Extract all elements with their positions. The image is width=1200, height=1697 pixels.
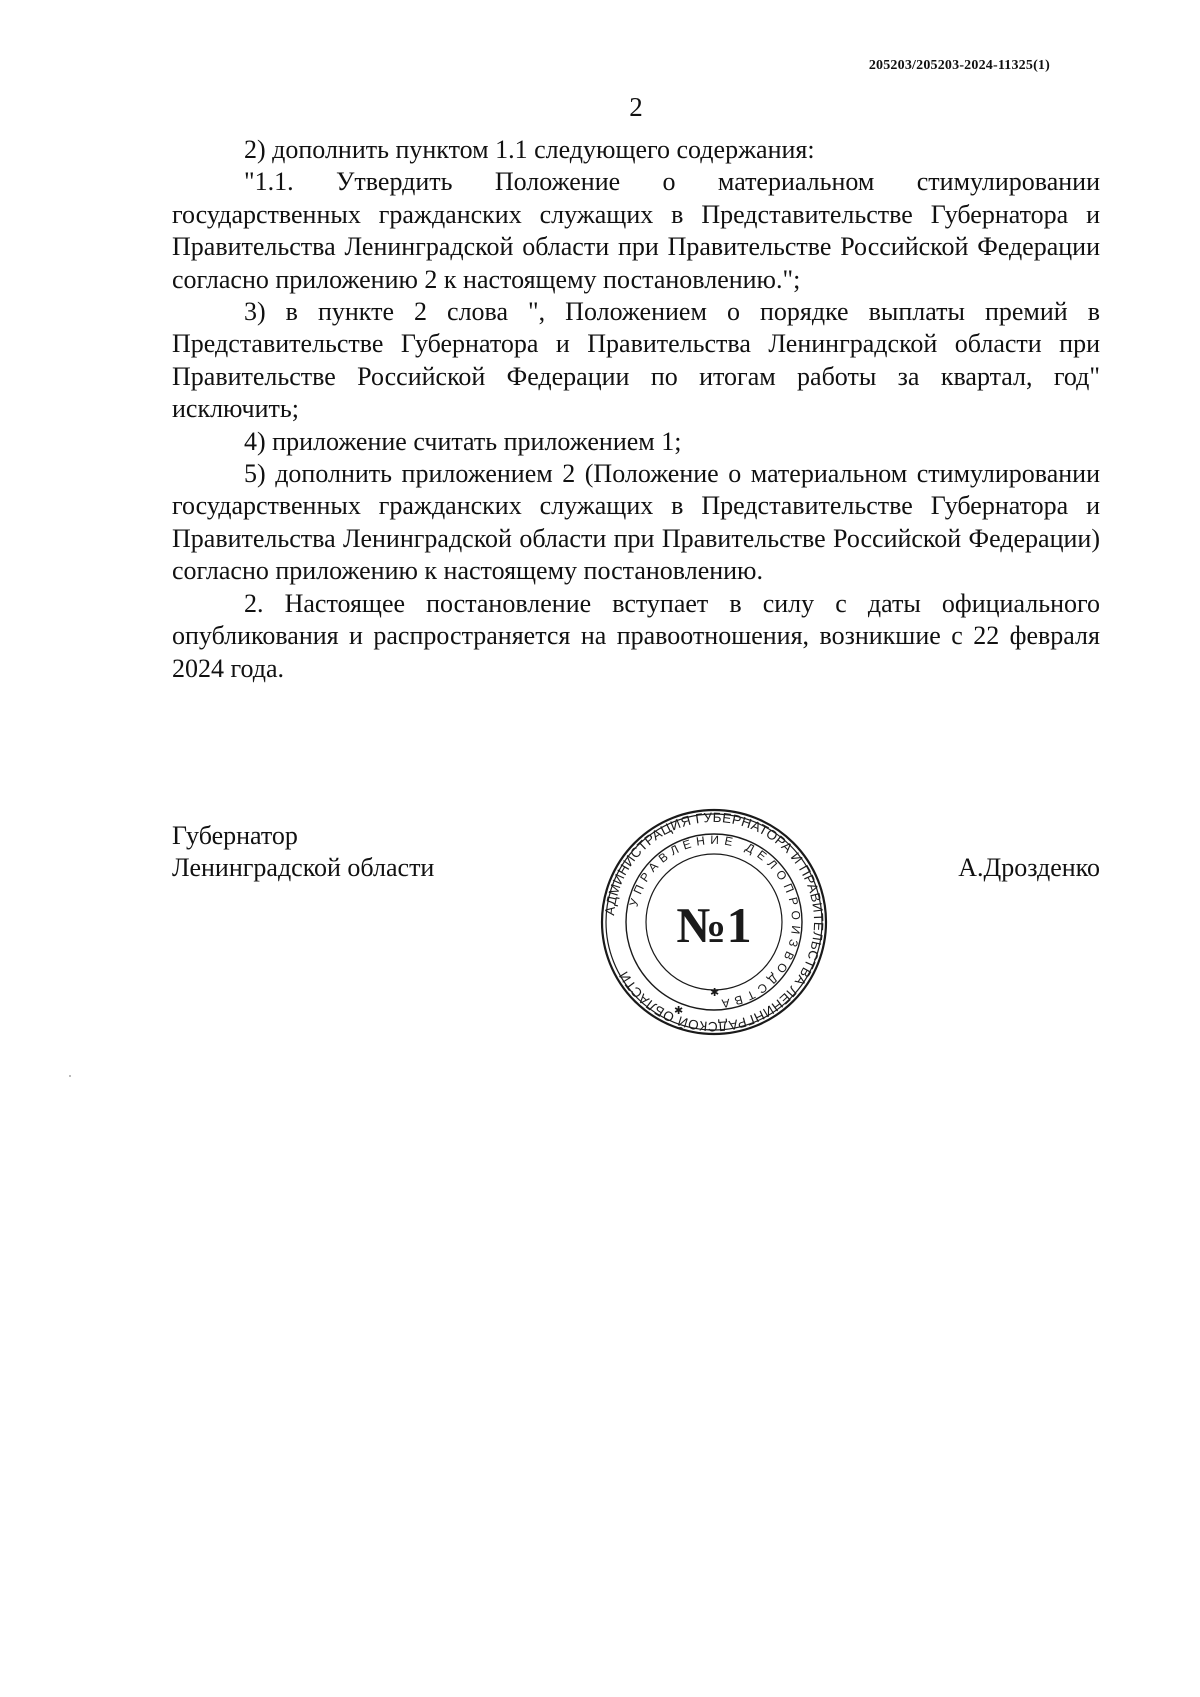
paragraph-item-2-intro: 2) дополнить пунктом 1.1 следующего содержания:	[244, 135, 815, 164]
paragraph-item-5: 5) дополнить приложением 2 (Положение о материальном стимулировании государственных гражданских служащих в Представительстве Губернатора и Правительства Ленинградской области при Правительстве Российской Федерации) согласно приложению к настоящему постановлению.	[172, 459, 1100, 586]
document-body	[172, 134, 1100, 685]
official-seal	[598, 806, 830, 1038]
paragraph-item-3: 3) в пункте 2 слова ", Положением о порядке выплаты премий в Представительстве Губернатора и Правительства Ленинградской области при Правительстве Российской Федерации по итогам работы за квартал, год" исключить;	[172, 297, 1100, 424]
paragraph-item-4: 4) приложение считать приложением 1;	[244, 426, 682, 456]
seal-center-number: №1	[676, 897, 752, 953]
paragraph-item-1-1-text: "1.1. Утвердить Положение о материальном стимулировании государственных гражданских служащих в Представительстве Губернатора и Правительства Ленинградской области при Правительстве Российской Федерации согласно приложению 2 к настоящему постановлению.";	[172, 167, 1100, 294]
seal-inner-text: УПРАВЛЕНИЕ ДЕЛОПРОИЗВОДСТВА	[626, 832, 804, 1012]
signatory-position-line2: Ленинградской области	[172, 853, 435, 882]
scan-speck	[69, 1075, 71, 1077]
seal-outer-text: АДМИНИСТРАЦИЯ ГУБЕРНАТОРА И ПРАВИТЕЛЬСТВА ЛЕНИНГРАДСКОЙ ОБЛАСТИ	[602, 809, 827, 1035]
signatory-name: А.Дрозденко	[958, 853, 1100, 882]
seal-star-bottom: ✱	[710, 986, 720, 999]
document-id: 205203/205203-2024-11325(1)	[868, 58, 1050, 73]
seal-star-bottom-left: ✱	[674, 1004, 684, 1017]
paragraph-effective-date: 2. Настоящее постановление вступает в силу с даты официального опубликования и распространяется на правоотношения, возникшие с 22 февраля 2024 года.	[172, 588, 1100, 683]
signatory-position	[172, 820, 434, 884]
page-number: 2	[629, 92, 643, 122]
signatory-position-line1: Губернатор	[172, 821, 298, 850]
